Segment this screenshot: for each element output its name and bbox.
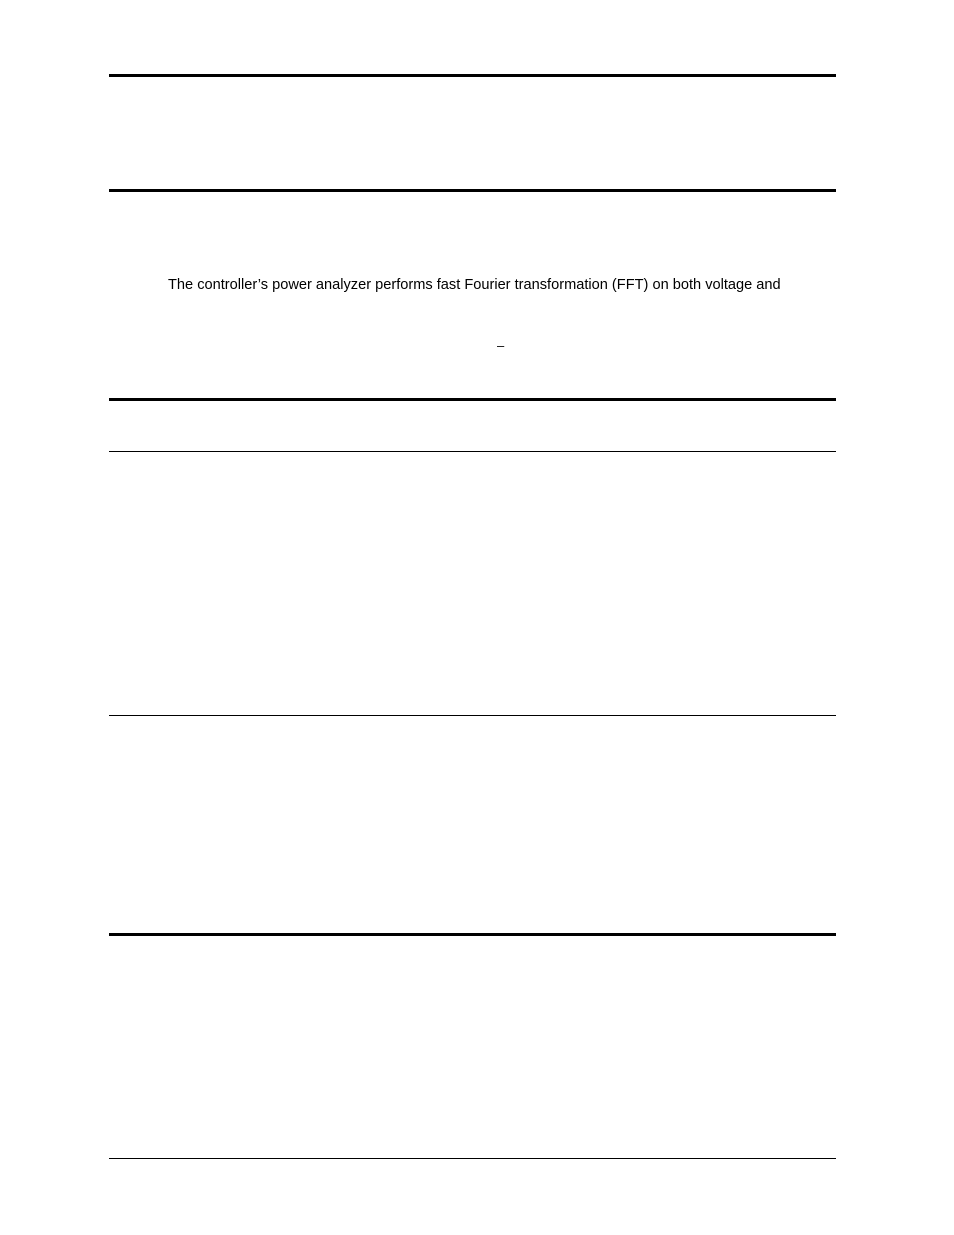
dash-mark: – [497,338,505,353]
section-rule-4 [109,451,836,452]
section-rule-3 [109,398,836,401]
footer-rule [109,1158,836,1159]
section-rule-2 [109,189,836,192]
section-rule-1 [109,74,836,77]
section-rule-5 [109,715,836,716]
body-paragraph: The controller’s power analyzer performs fast Fourier transformation (FFT) on both voltage and [168,277,781,293]
section-rule-6 [109,933,836,936]
